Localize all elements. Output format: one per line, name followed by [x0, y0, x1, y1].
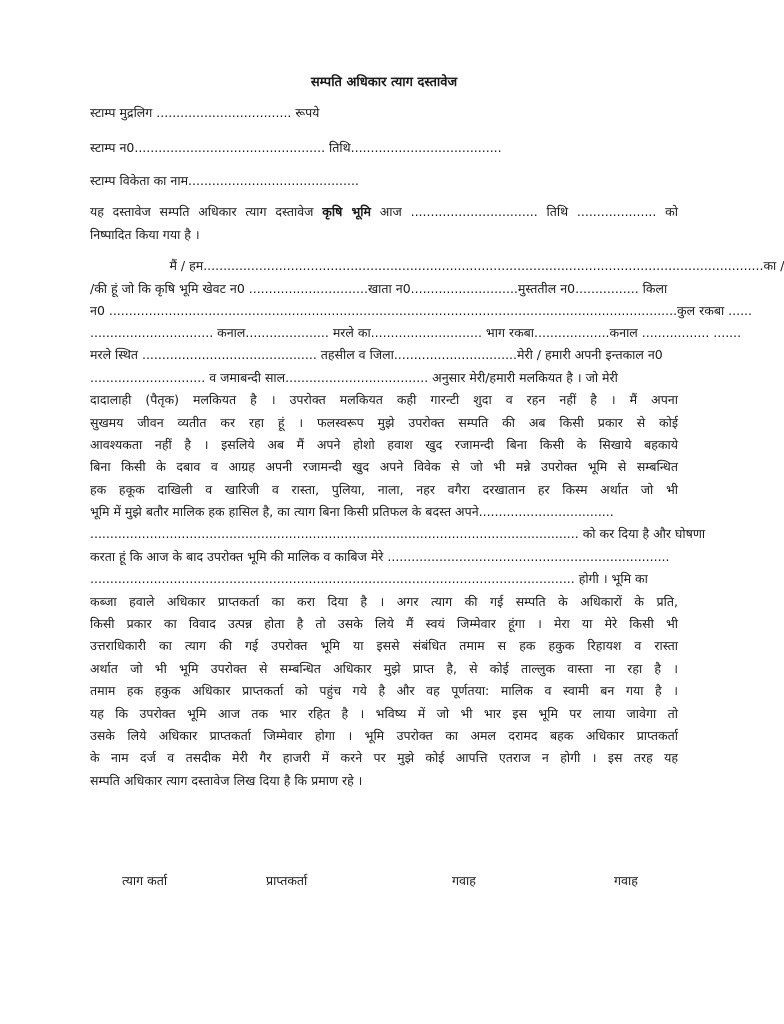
body-line: ............................... कनाल..................... मरले का............................ भाग रकबा...................कनाल ................. .......: [90, 325, 742, 340]
body-line: आवश्यकता नहीं है । इसलिये अब मैं अपने होशो हवाश खुद रजामन्दी बिना किसी के सिखाये बहकाये: [90, 437, 678, 452]
signature-row: [0, 872, 768, 892]
body-line: उत्तराधिकारी का त्याग की गई उपरोक्त भूमि या इससे संबंधित तमाम स हक हकुक रिहायश व रास्ता: [90, 638, 678, 653]
signature-praptkarta: प्राप्तकर्ता: [266, 873, 308, 888]
body-line: ............................. व जमाबन्दी साल.................................... अनुसार मेरी/हमारी मलकियत है । जो मेरी: [90, 370, 618, 385]
body-line: न0 ...............................................................................................................................................कुल रकबा ......: [90, 303, 753, 318]
body-line: मरले स्थित ............................................ तहसील व जिला...............................मेरी / हमारी अपनी इन्तकाल न0: [90, 347, 663, 362]
body-line: तमाम हक हकुक अधिकार प्राप्तकर्ता को पहुंच गये है और वह पूर्णतया: मालिक व स्वामी बन गया है ।: [90, 683, 678, 698]
body-line: सम्पति अधिकार त्याग दस्तावेज लिख दिया है कि प्रमाण रहे ।: [90, 773, 363, 788]
body-line: सुखमय जीवन व्यतीत कर रहा हूं । फलस्वरूप मुझे उपरोक्त सम्पति की अब किसी प्रकार से कोई: [90, 415, 678, 430]
body-line: के नाम दर्ज व तसदीक मेरी गैर हाजरी में करने पर मुझे कोई आपत्ति एतराज न होगी । इस तरह यह: [90, 750, 678, 765]
signature-tyag-karta: त्याग कर्ता: [122, 873, 168, 888]
body-line: यह कि उपरोक्त भूमि आज तक भार रहित है । भविष्य में जो भी भार इस भूमि पर लाया जावेगा तो: [90, 706, 678, 721]
body-line: अर्थात जो भी भूमि उपरोक्त से सम्बन्धित अधिकार मुझे प्राप्त है, से कोई ताल्लुक वास्ता ना रहा है ।: [90, 661, 678, 676]
body-line: उसके लिये अधिकार प्राप्तकर्ता जिम्मेवार होगा । भूमि उपरोक्त का अमल दरामद बहक अधिकार प्राप्तकर्ता: [90, 728, 678, 743]
stamp-number-date-field: स्टाम्प न0................................................ तिथि......................................: [90, 140, 502, 155]
stamp-vendor-field: स्टाम्प विकेता का नाम...........................................: [90, 173, 359, 188]
stamp-value-field: स्टाम्प मुद्रलिग .................................. रूपये: [90, 105, 320, 120]
body-line: .......................................................................................................................... होगी । भूमि का: [90, 571, 648, 586]
body-line: मैं / हम.............................................................................................................................................का /: [90, 258, 784, 273]
body-line: हक हकूक दाखिली व खारिजी व रास्ता, पुलिया, नाला, नहर वगैरा दरखातान हर किस्म अर्थात जो भी: [90, 482, 678, 497]
intro-bold-text: कृषि भूमि: [322, 204, 371, 219]
body-line: ........................................................................................................................... को कर दिया है और घोषणा: [90, 526, 706, 541]
document-title: सम्पति अधिकार त्याग दस्तावेज: [310, 75, 458, 90]
body-line: बिना किसी के दबाव व आग्रह अपनी रजामन्दी खुद अपने विवेक से जो भी मन्ने उपरोक्त भूमि से सम्बन्धित: [90, 459, 678, 474]
body-line: कब्जा हवाले अधिकार प्राप्तकर्ता का करा दिया है । अगर त्याग की गई सम्पति के अधिकारों के प्रति,: [90, 594, 678, 609]
body-line: दादालाही (पैतृक) मलकियत है । उपरोक्त मलकियत कही गारन्टी शुदा व रहन नहीं है । मैं अपना: [90, 392, 678, 407]
signature-witness-1: गवाह: [452, 873, 476, 888]
intro-text-b: आज ................................ तिथि .................... को: [370, 204, 678, 219]
body-line: भूमि में मुझे बतौर मालिक हक हासिल है, का त्याग बिना किसी प्रतिफल के बदस्त अपने..................................: [90, 504, 614, 519]
intro-line-2: निष्पादित किया गया है ।: [90, 227, 200, 242]
body-line: /की हूं जो कि कृषि भूमि खेवट न0 ..............................खाता न0...........................मुस्ततील न0................ किला: [90, 281, 668, 296]
body-line: किसी प्रकार का विवाद उत्पन्न होता है तो उसके लिये मैं स्वयं जिम्मेवार हूंगा । मेरा या मेरे किसी भी: [90, 616, 678, 631]
signature-witness-2: गवाह: [614, 873, 638, 888]
intro-text-a: यह दस्तावेज सम्पति अधिकार त्याग दस्तावेज: [90, 204, 323, 219]
body-line: करता हूं कि आज के बाद उपरोक्त भूमि की मालिक व काबिज मेरे .......................................................................: [90, 549, 670, 564]
intro-line-1: [90, 203, 678, 220]
